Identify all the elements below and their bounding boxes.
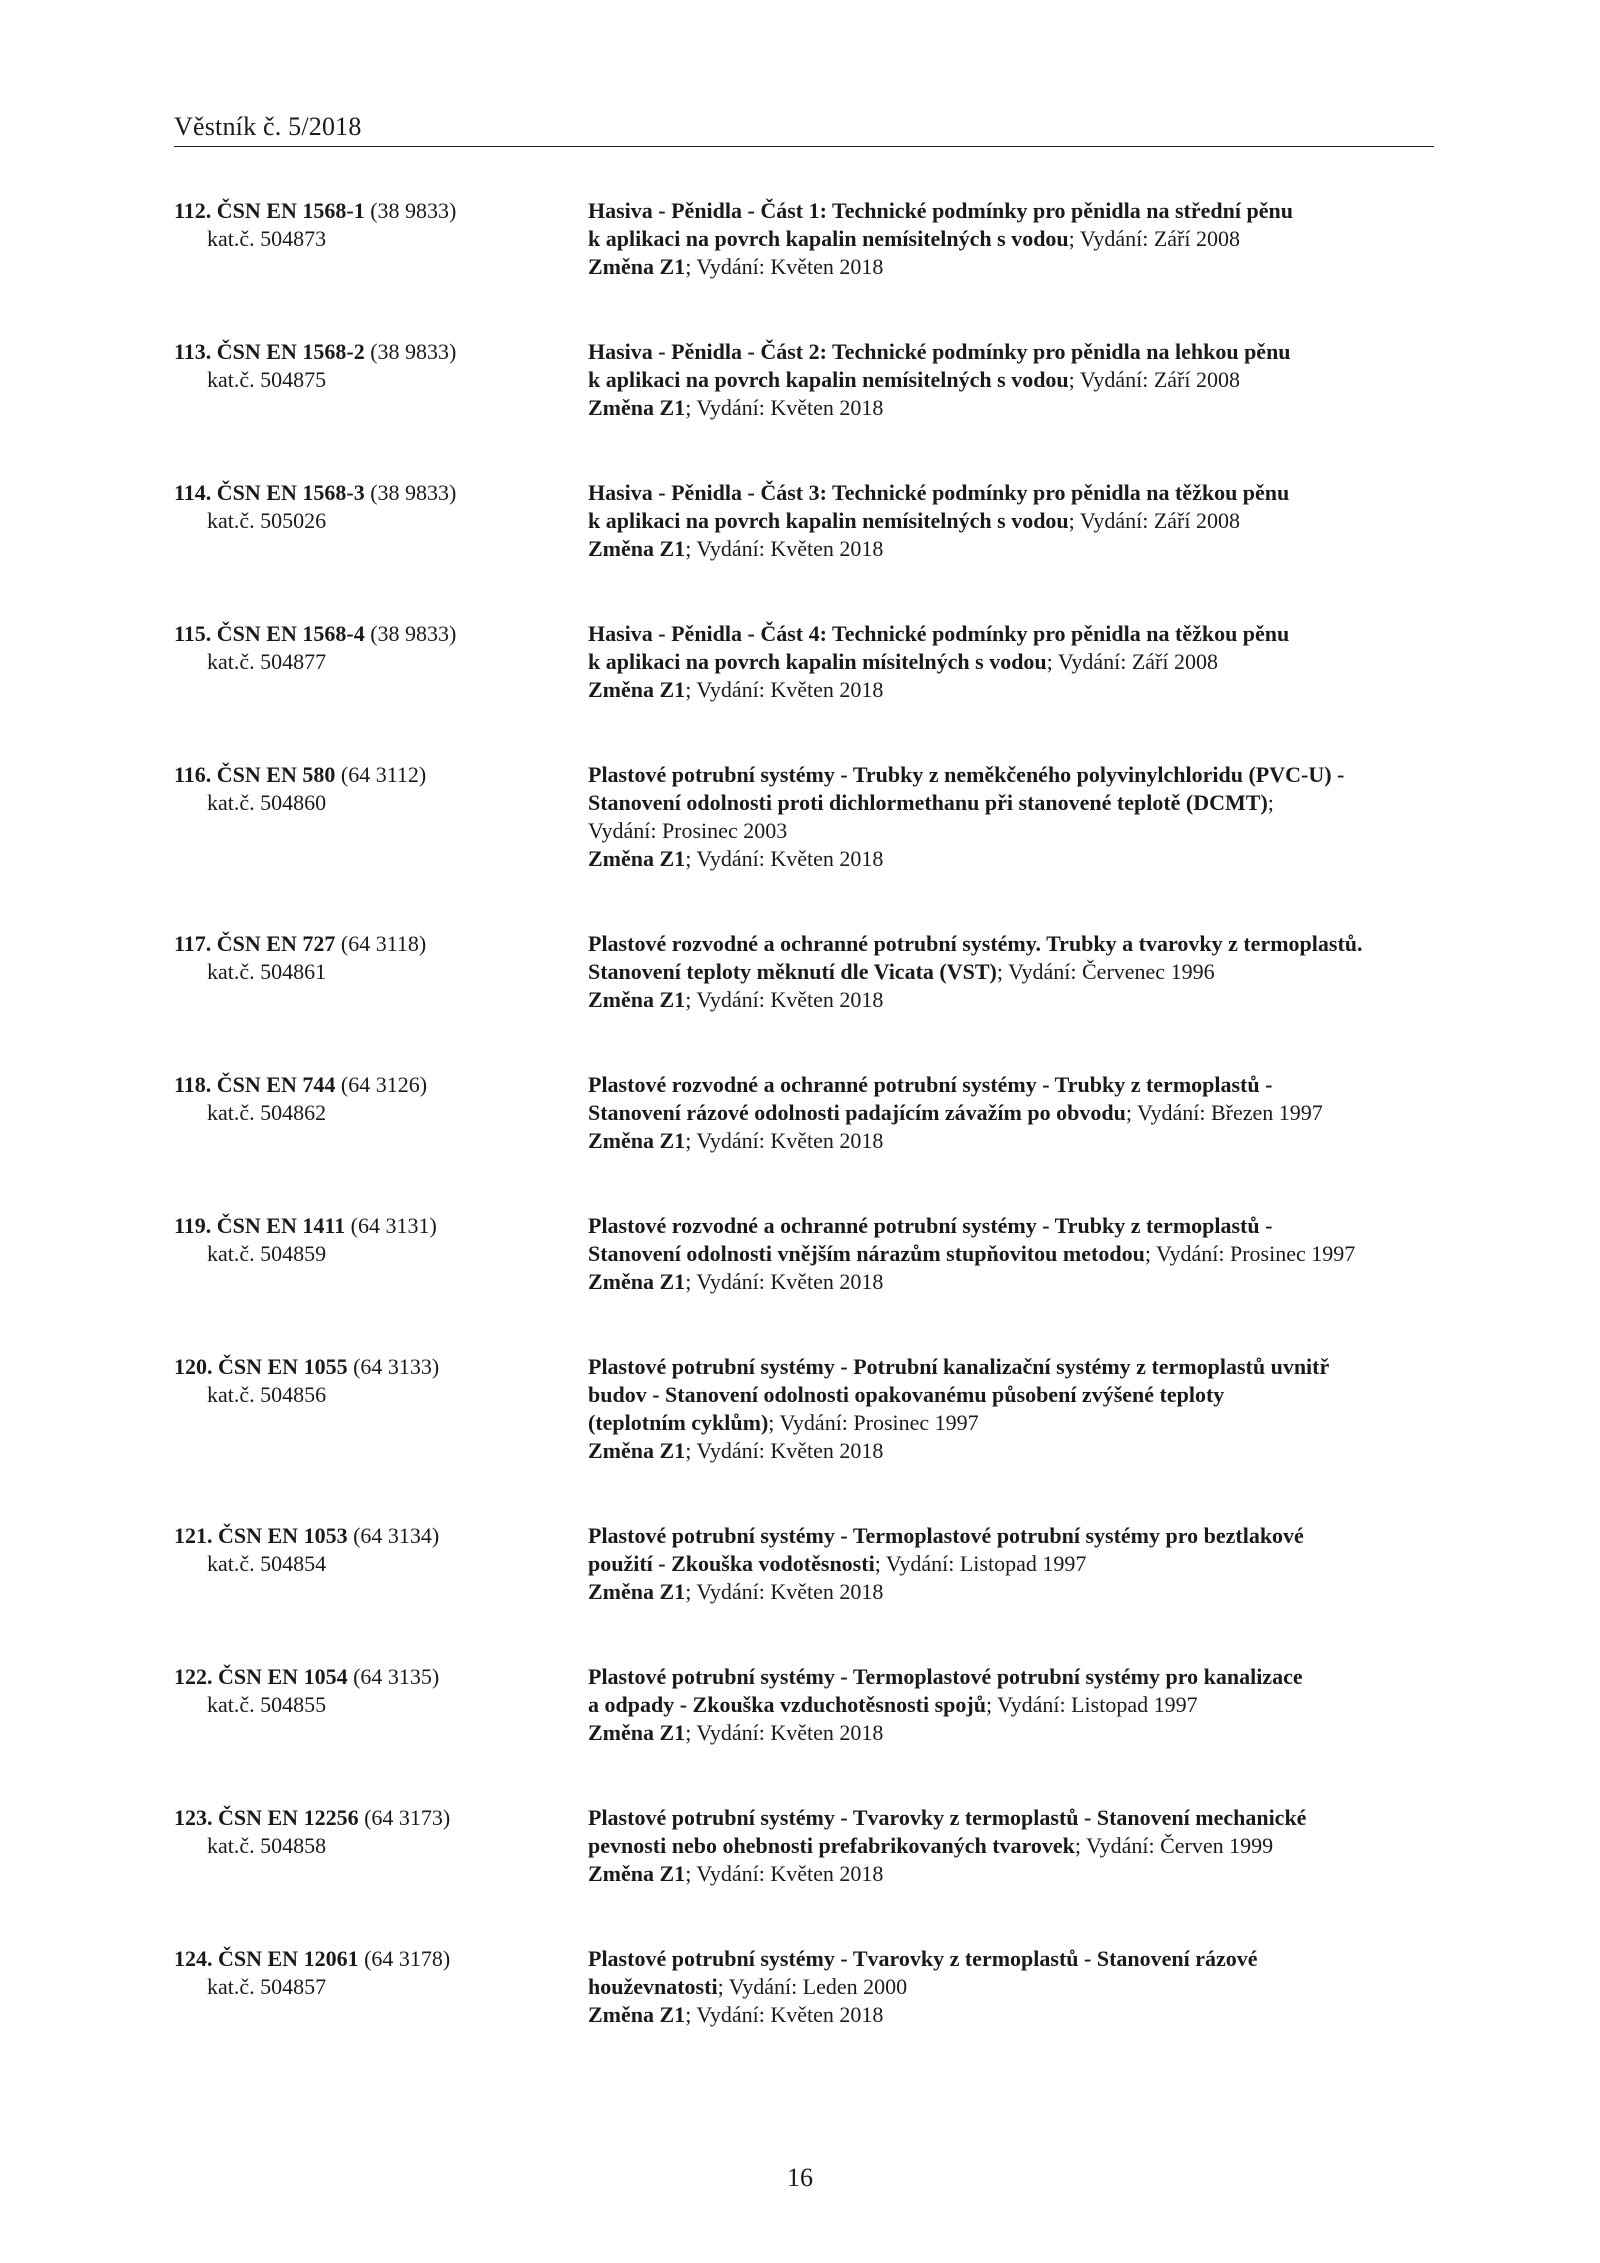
description-line xyxy=(588,394,1434,422)
description-bold-text: Stanovení odolnosti proti dichlormethanu při stanovené teplotě (DCMT) xyxy=(588,790,1268,815)
entry-number: 118. xyxy=(174,1072,212,1097)
standard-entry xyxy=(174,1071,1434,1212)
description-regular-text: ; Vydání: Září 2008 xyxy=(1046,649,1218,674)
standard-identifier xyxy=(174,1804,588,1945)
description-bold-text: Plastové rozvodné a ochranné potrubní systémy - Trubky z termoplastů - xyxy=(588,1213,1273,1238)
description-regular-text: ; xyxy=(1267,790,1274,815)
classification-code: (64 3133) xyxy=(353,1354,440,1379)
standard-description xyxy=(588,761,1434,930)
description-bold-text: Změna Z1 xyxy=(588,846,686,871)
classification-code: (38 9833) xyxy=(370,621,457,646)
description-line xyxy=(588,761,1434,789)
classification-code: (38 9833) xyxy=(370,480,457,505)
description-bold-text: Plastové potrubní systémy - Trubky z neměkčeného polyvinylchloridu (PVC-U) - xyxy=(588,762,1345,787)
description-bold-text: pevnosti nebo ohebnosti prefabrikovaných tvarovek xyxy=(588,1833,1075,1858)
catalog-number: kat.č. 504856 xyxy=(207,1382,327,1407)
standard-entry xyxy=(174,761,1434,930)
description-regular-text: ; Vydání: Květen 2018 xyxy=(685,254,884,279)
standard-identifier xyxy=(174,761,588,930)
standard-identifier xyxy=(174,620,588,761)
description-bold-text: Změna Z1 xyxy=(588,1579,686,1604)
description-bold-text: Změna Z1 xyxy=(588,2002,686,2027)
standard-identifier xyxy=(174,930,588,1071)
description-bold-text: Změna Z1 xyxy=(588,1720,686,1745)
catalog-number: kat.č. 504875 xyxy=(207,367,327,392)
description-regular-text: ; Vydání: Listopad 1997 xyxy=(874,1551,1087,1576)
description-regular-text: ; Vydání: Listopad 1997 xyxy=(985,1692,1198,1717)
description-line xyxy=(588,1522,1434,1550)
catalog-number: kat.č. 504873 xyxy=(207,226,327,251)
description-line xyxy=(588,1804,1434,1832)
description-line xyxy=(588,1212,1434,1240)
description-bold-text: Změna Z1 xyxy=(588,1269,686,1294)
description-line xyxy=(588,366,1434,394)
standard-entry xyxy=(174,1212,1434,1353)
description-line xyxy=(588,817,1434,845)
description-line xyxy=(588,1860,1434,1888)
description-line xyxy=(588,1550,1434,1578)
entry-number: 117. xyxy=(174,931,212,956)
description-bold-text: Změna Z1 xyxy=(588,987,686,1012)
description-bold-text: Hasiva - Pěnidla - Část 3: Technické podmínky pro pěnidla na těžkou pěnu xyxy=(588,480,1290,505)
description-regular-text: ; Vydání: Červen 1999 xyxy=(1074,1833,1274,1858)
standard-identifier xyxy=(174,1353,588,1522)
standard-identifier xyxy=(174,1663,588,1804)
catalog-number: kat.č. 505026 xyxy=(207,508,327,533)
catalog-number: kat.č. 504857 xyxy=(207,1974,327,1999)
standard-identifier xyxy=(174,1945,588,2086)
description-line xyxy=(588,620,1434,648)
description-bold-text: Změna Z1 xyxy=(588,395,686,420)
standard-entry xyxy=(174,1804,1434,1945)
standard-entry xyxy=(174,479,1434,620)
description-bold-text: k aplikaci na povrch kapalin nemísitelných s vodou xyxy=(588,226,1069,251)
classification-code: (64 3131) xyxy=(350,1213,437,1238)
description-bold-text: Plastové potrubní systémy - Potrubní kanalizační systémy z termoplastů uvnitř xyxy=(588,1354,1330,1379)
standard-code: ČSN EN 1568-2 xyxy=(216,339,365,364)
catalog-number: kat.č. 504861 xyxy=(207,959,327,984)
description-regular-text: ; Vydání: Květen 2018 xyxy=(685,987,884,1012)
description-line xyxy=(588,507,1434,535)
description-regular-text: ; Vydání: Březen 1997 xyxy=(1125,1100,1323,1125)
description-line xyxy=(588,676,1434,704)
description-bold-text: Plastové potrubní systémy - Termoplastové potrubní systémy pro kanalizace xyxy=(588,1664,1303,1689)
description-regular-text: Vydání: Prosinec 2003 xyxy=(588,818,788,843)
description-bold-text: (teplotním cyklům) xyxy=(588,1410,769,1435)
standard-entry xyxy=(174,1522,1434,1663)
classification-code: (38 9833) xyxy=(370,339,457,364)
standard-entry xyxy=(174,197,1434,338)
description-line xyxy=(588,1353,1434,1381)
description-bold-text: Plastové potrubní systémy - Termoplastové potrubní systémy pro beztlakové xyxy=(588,1523,1304,1548)
standard-description xyxy=(588,620,1434,761)
classification-code: (38 9833) xyxy=(370,198,457,223)
standard-code: ČSN EN 1568-3 xyxy=(216,480,365,505)
description-bold-text: Plastové rozvodné a ochranné potrubní systémy - Trubky z termoplastů - xyxy=(588,1072,1273,1097)
description-line xyxy=(588,1719,1434,1747)
description-line xyxy=(588,1832,1434,1860)
description-line xyxy=(588,1381,1434,1409)
description-regular-text: ; Vydání: Září 2008 xyxy=(1068,367,1240,392)
description-bold-text: k aplikaci na povrch kapalin mísitelných s vodou xyxy=(588,649,1047,674)
description-regular-text: ; Vydání: Květen 2018 xyxy=(685,536,884,561)
description-line xyxy=(588,1127,1434,1155)
standard-description xyxy=(588,1071,1434,1212)
description-regular-text: ; Vydání: Prosinec 1997 xyxy=(768,1410,979,1435)
description-line xyxy=(588,253,1434,281)
description-line xyxy=(588,1945,1434,1973)
standard-description xyxy=(588,479,1434,620)
description-regular-text: ; Vydání: Červenec 1996 xyxy=(996,959,1215,984)
standard-code: ČSN EN 580 xyxy=(216,762,336,787)
standard-description xyxy=(588,1663,1434,1804)
description-line xyxy=(588,789,1434,817)
entry-number: 123. xyxy=(174,1805,213,1830)
standard-identifier xyxy=(174,1212,588,1353)
description-bold-text: Hasiva - Pěnidla - Část 1: Technické podmínky pro pěnidla na střední pěnu xyxy=(588,198,1293,223)
standard-entry xyxy=(174,930,1434,1071)
description-line xyxy=(588,958,1434,986)
description-bold-text: Stanovení teploty měknutí dle Vicata (VST) xyxy=(588,959,997,984)
description-bold-text: Plastové potrubní systémy - Tvarovky z termoplastů - Stanovení rázové xyxy=(588,1946,1258,1971)
standard-description xyxy=(588,338,1434,479)
standard-identifier xyxy=(174,338,588,479)
entry-number: 122. xyxy=(174,1664,213,1689)
description-bold-text: použití - Zkouška vodotěsnosti xyxy=(588,1551,875,1576)
standard-code: ČSN EN 1055 xyxy=(218,1354,348,1379)
description-bold-text: houževnatosti xyxy=(588,1974,718,1999)
journal-title: Věstník č. 5/2018 xyxy=(174,112,362,141)
description-bold-text: Změna Z1 xyxy=(588,1128,686,1153)
standard-identifier xyxy=(174,479,588,620)
catalog-number: kat.č. 504855 xyxy=(207,1692,327,1717)
description-line xyxy=(588,930,1434,958)
description-regular-text: ; Vydání: Květen 2018 xyxy=(685,1128,884,1153)
description-bold-text: Stanovení rázové odolnosti padajícím závažím po obvodu xyxy=(588,1100,1126,1125)
standard-entry xyxy=(174,620,1434,761)
description-bold-text: a odpady - Zkouška vzduchotěsnosti spojů xyxy=(588,1692,986,1717)
standard-entry xyxy=(174,1945,1434,2086)
description-line xyxy=(588,648,1434,676)
standard-code: ČSN EN 744 xyxy=(216,1072,336,1097)
description-line xyxy=(588,338,1434,366)
description-bold-text: Hasiva - Pěnidla - Část 4: Technické podmínky pro pěnidla na těžkou pěnu xyxy=(588,621,1290,646)
description-regular-text: ; Vydání: Květen 2018 xyxy=(685,1720,884,1745)
standard-description xyxy=(588,1353,1434,1522)
standard-code: ČSN EN 727 xyxy=(216,931,336,956)
description-regular-text: ; Vydání: Květen 2018 xyxy=(685,2002,884,2027)
description-bold-text: Plastové potrubní systémy - Tvarovky z termoplastů - Stanovení mechanické xyxy=(588,1805,1307,1830)
page-number: 16 xyxy=(787,2163,813,2192)
description-line xyxy=(588,1973,1434,2001)
description-bold-text: budov - Stanovení odolnosti opakovanému působení zvýšené teploty xyxy=(588,1382,1225,1407)
description-line xyxy=(588,1409,1434,1437)
description-regular-text: ; Vydání: Květen 2018 xyxy=(685,846,884,871)
description-bold-text: Změna Z1 xyxy=(588,1861,686,1886)
standard-description xyxy=(588,930,1434,1071)
description-regular-text: ; Vydání: Září 2008 xyxy=(1068,226,1240,251)
classification-code: (64 3112) xyxy=(340,762,427,787)
description-bold-text: k aplikaci na povrch kapalin nemísitelných s vodou xyxy=(588,508,1069,533)
classification-code: (64 3173) xyxy=(364,1805,451,1830)
catalog-number: kat.č. 504859 xyxy=(207,1241,327,1266)
standard-code: ČSN EN 1568-4 xyxy=(216,621,365,646)
description-regular-text: ; Vydání: Květen 2018 xyxy=(685,1861,884,1886)
standard-entry xyxy=(174,1663,1434,1804)
description-regular-text: ; Vydání: Prosinec 1997 xyxy=(1144,1241,1356,1266)
description-line xyxy=(588,225,1434,253)
entry-number: 119. xyxy=(174,1213,212,1238)
standard-description xyxy=(588,1945,1434,2086)
catalog-number: kat.č. 504877 xyxy=(207,649,327,674)
catalog-number: kat.č. 504860 xyxy=(207,790,327,815)
entry-number: 120. xyxy=(174,1354,213,1379)
description-bold-text: Hasiva - Pěnidla - Část 2: Technické podmínky pro pěnidla na lehkou pěnu xyxy=(588,339,1291,364)
description-line xyxy=(588,535,1434,563)
entry-number: 112. xyxy=(174,198,212,223)
standard-identifier xyxy=(174,1071,588,1212)
description-line xyxy=(588,197,1434,225)
description-regular-text: ; Vydání: Květen 2018 xyxy=(685,1579,884,1604)
classification-code: (64 3134) xyxy=(353,1523,440,1548)
description-bold-text: Stanovení odolnosti vnějším nárazům stupňovitou metodou xyxy=(588,1241,1145,1266)
entry-number: 115. xyxy=(174,621,212,646)
description-line xyxy=(588,1437,1434,1465)
classification-code: (64 3118) xyxy=(340,931,427,956)
description-line xyxy=(588,845,1434,873)
standards-list xyxy=(174,197,1434,2086)
standard-identifier xyxy=(174,1522,588,1663)
description-regular-text: ; Vydání: Květen 2018 xyxy=(685,1438,884,1463)
description-line xyxy=(588,986,1434,1014)
standard-code: ČSN EN 12256 xyxy=(218,1805,359,1830)
description-bold-text: Plastové rozvodné a ochranné potrubní systémy. Trubky a tvarovky z termoplastů. xyxy=(588,931,1363,956)
description-regular-text: ; Vydání: Květen 2018 xyxy=(685,395,884,420)
standard-description xyxy=(588,1522,1434,1663)
standard-code: ČSN EN 1054 xyxy=(218,1664,348,1689)
description-line xyxy=(588,1663,1434,1691)
standard-code: ČSN EN 12061 xyxy=(218,1946,359,1971)
description-regular-text: ; Vydání: Květen 2018 xyxy=(685,677,884,702)
page-header xyxy=(174,112,1434,147)
classification-code: (64 3135) xyxy=(353,1664,440,1689)
description-bold-text: Změna Z1 xyxy=(588,254,686,279)
classification-code: (64 3178) xyxy=(364,1946,451,1971)
description-line xyxy=(588,479,1434,507)
entry-number: 124. xyxy=(174,1946,213,1971)
entry-number: 121. xyxy=(174,1523,213,1548)
entry-number: 116. xyxy=(174,762,212,787)
standard-code: ČSN EN 1411 xyxy=(216,1213,346,1238)
standard-code: ČSN EN 1053 xyxy=(218,1523,348,1548)
standard-description xyxy=(588,197,1434,338)
standard-description xyxy=(588,1212,1434,1353)
description-bold-text: k aplikaci na povrch kapalin nemísitelných s vodou xyxy=(588,367,1069,392)
catalog-number: kat.č. 504858 xyxy=(207,1833,327,1858)
description-bold-text: Změna Z1 xyxy=(588,536,686,561)
description-line xyxy=(588,1240,1434,1268)
description-line xyxy=(588,1071,1434,1099)
catalog-number: kat.č. 504862 xyxy=(207,1100,327,1125)
description-bold-text: Změna Z1 xyxy=(588,1438,686,1463)
description-line xyxy=(588,2001,1434,2029)
description-regular-text: ; Vydání: Květen 2018 xyxy=(685,1269,884,1294)
description-line xyxy=(588,1099,1434,1127)
classification-code: (64 3126) xyxy=(340,1072,428,1097)
description-line xyxy=(588,1268,1434,1296)
description-bold-text: Změna Z1 xyxy=(588,677,686,702)
standard-entry xyxy=(174,1353,1434,1522)
standard-identifier xyxy=(174,197,588,338)
description-regular-text: ; Vydání: Leden 2000 xyxy=(717,1974,908,1999)
description-line xyxy=(588,1578,1434,1606)
standard-description xyxy=(588,1804,1434,1945)
description-regular-text: ; Vydání: Září 2008 xyxy=(1068,508,1240,533)
entry-number: 114. xyxy=(174,480,212,505)
catalog-number: kat.č. 504854 xyxy=(207,1551,327,1576)
description-line xyxy=(588,1691,1434,1719)
standard-code: ČSN EN 1568-1 xyxy=(216,198,365,223)
entry-number: 113. xyxy=(174,339,212,364)
standard-entry xyxy=(174,338,1434,479)
